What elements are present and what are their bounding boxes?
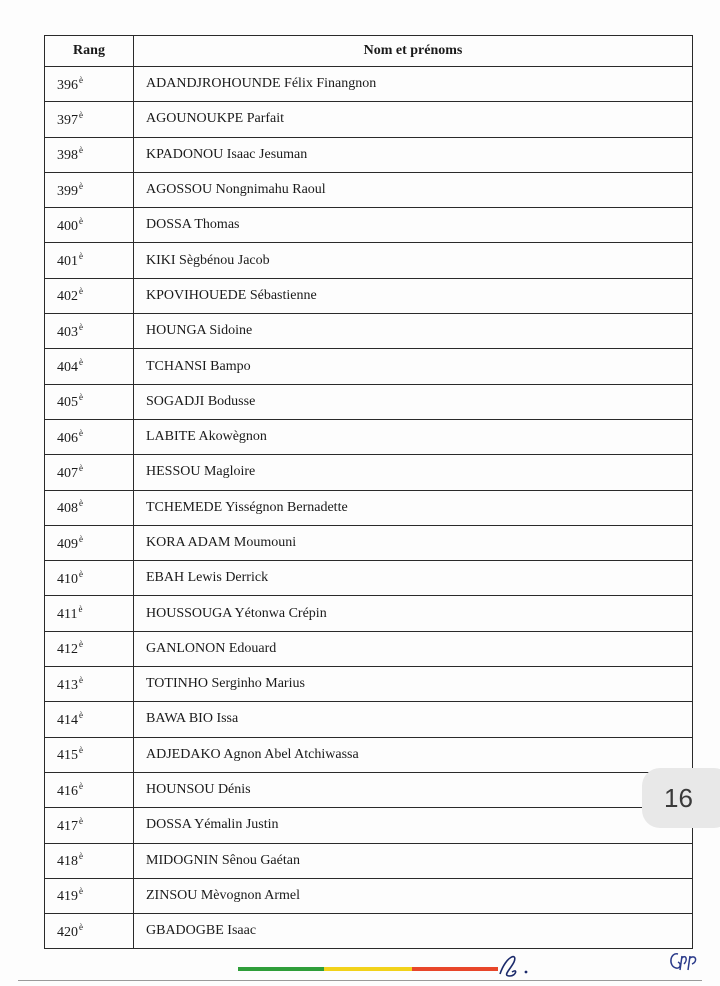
table-row — [45, 67, 693, 102]
rank-suffix: è — [79, 462, 83, 473]
rank-suffix: è — [79, 286, 83, 297]
rank-suffix: è — [79, 498, 83, 509]
table-row — [45, 561, 693, 596]
rank-cell — [45, 243, 134, 278]
rank-suffix: è — [78, 604, 83, 615]
name-cell: AGOUNOUKPE Parfait — [134, 102, 693, 137]
table-row — [45, 702, 693, 737]
flag-stripe-yellow — [324, 967, 412, 971]
name-cell: KORA ADAM Moumouni — [134, 525, 693, 560]
table-header-row — [45, 36, 693, 67]
rank-suffix: è — [79, 886, 83, 897]
table-row — [45, 808, 693, 843]
table-row — [45, 631, 693, 666]
table-row — [45, 419, 693, 454]
name-cell: DOSSA Thomas — [134, 208, 693, 243]
rank-cell — [45, 102, 134, 137]
rank-number: 414 — [57, 712, 78, 728]
name-cell: HOUNGA Sidoine — [134, 314, 693, 349]
rank-suffix: è — [79, 215, 83, 226]
name-cell: EBAH Lewis Derrick — [134, 561, 693, 596]
rank-cell — [45, 278, 134, 313]
rank-number: 420 — [57, 924, 78, 940]
ranking-table — [44, 35, 693, 949]
table-row — [45, 667, 693, 702]
table-row — [45, 490, 693, 525]
rank-cell — [45, 808, 134, 843]
name-cell: KIKI Sègbénou Jacob — [134, 243, 693, 278]
rank-cell — [45, 631, 134, 666]
table-row — [45, 737, 693, 772]
page-number: 16 — [664, 782, 693, 813]
rank-number: 400 — [57, 218, 78, 234]
rank-column-header: Rang — [45, 36, 134, 67]
rank-number: 418 — [57, 854, 78, 870]
name-cell: HOUSSOUGA Yétonwa Crépin — [134, 596, 693, 631]
table-row — [45, 243, 693, 278]
rank-cell — [45, 172, 134, 207]
name-cell: KPOVIHOUEDE Sébastienne — [134, 278, 693, 313]
rank-number: 415 — [57, 748, 78, 764]
flag-stripe-red — [412, 967, 498, 971]
name-cell: HOUNSOU Dénis — [134, 772, 693, 807]
rank-suffix: è — [79, 109, 83, 120]
rank-number: 403 — [57, 324, 78, 340]
table-row — [45, 137, 693, 172]
rank-cell — [45, 737, 134, 772]
rank-number: 411 — [57, 607, 78, 623]
table-row — [45, 384, 693, 419]
table-row — [45, 172, 693, 207]
rank-number: 401 — [57, 254, 78, 270]
rank-suffix: è — [79, 74, 83, 85]
rank-suffix: è — [79, 568, 83, 579]
rank-suffix: è — [79, 357, 83, 368]
rank-cell — [45, 878, 134, 913]
rank-suffix: è — [79, 639, 83, 650]
rank-number: 407 — [57, 465, 78, 481]
name-cell: AGOSSOU Nongnimahu Raoul — [134, 172, 693, 207]
rank-cell — [45, 702, 134, 737]
rank-number: 410 — [57, 571, 78, 587]
flag-stripe-green — [238, 967, 324, 971]
rank-suffix: è — [79, 851, 83, 862]
rank-suffix: è — [79, 427, 83, 438]
rank-cell — [45, 490, 134, 525]
footer-rule — [18, 980, 702, 981]
rank-number: 399 — [57, 183, 78, 199]
page-number-badge — [642, 768, 720, 828]
rank-cell — [45, 419, 134, 454]
rank-cell — [45, 455, 134, 490]
rank-cell — [45, 208, 134, 243]
rank-cell — [45, 843, 134, 878]
rank-suffix: è — [79, 709, 83, 720]
rank-number: 402 — [57, 289, 78, 305]
name-cell: TOTINHO Serginho Marius — [134, 667, 693, 702]
name-column-header: Nom et prénoms — [134, 36, 693, 67]
rank-suffix: è — [79, 921, 83, 932]
name-cell: GBADOGBE Isaac — [134, 914, 693, 949]
rank-suffix: è — [79, 180, 83, 191]
table-row — [45, 314, 693, 349]
rank-suffix: è — [79, 815, 83, 826]
rank-cell — [45, 914, 134, 949]
rank-suffix: è — [79, 533, 83, 544]
table-row — [45, 843, 693, 878]
rank-number: 409 — [57, 536, 78, 552]
rank-number: 413 — [57, 677, 78, 693]
table-row — [45, 772, 693, 807]
rank-number: 417 — [57, 818, 78, 834]
rank-suffix: è — [79, 321, 83, 332]
table-row — [45, 208, 693, 243]
table-row — [45, 596, 693, 631]
rank-suffix: è — [79, 145, 83, 156]
name-cell: DOSSA Yémalin Justin — [134, 808, 693, 843]
name-cell: HESSOU Magloire — [134, 455, 693, 490]
table-row — [45, 525, 693, 560]
rank-number: 419 — [57, 889, 78, 905]
initials-mark — [666, 948, 706, 976]
signature-mark — [496, 950, 546, 980]
name-cell: TCHEMEDE Yisségnon Bernadette — [134, 490, 693, 525]
name-cell: TCHANSI Bampo — [134, 349, 693, 384]
name-cell: ADANDJROHOUNDE Félix Finangnon — [134, 67, 693, 102]
name-cell: BAWA BIO Issa — [134, 702, 693, 737]
rank-cell — [45, 596, 134, 631]
table-row — [45, 349, 693, 384]
rank-number: 397 — [57, 112, 78, 128]
rank-cell — [45, 384, 134, 419]
rank-cell — [45, 349, 134, 384]
rank-cell — [45, 561, 134, 596]
rank-suffix: è — [79, 674, 83, 685]
rank-number: 396 — [57, 77, 78, 93]
rank-suffix: è — [79, 251, 83, 262]
name-cell: GANLONON Edouard — [134, 631, 693, 666]
rank-number: 412 — [57, 642, 78, 658]
rank-cell — [45, 525, 134, 560]
rank-number: 404 — [57, 360, 78, 376]
table-row — [45, 278, 693, 313]
rank-number: 405 — [57, 395, 78, 411]
rank-number: 406 — [57, 430, 78, 446]
rank-number: 398 — [57, 148, 78, 164]
table-row — [45, 102, 693, 137]
name-cell: SOGADJI Bodusse — [134, 384, 693, 419]
rank-suffix: è — [79, 745, 83, 756]
rank-number: 408 — [57, 501, 78, 517]
name-cell: LABITE Akowègnon — [134, 419, 693, 454]
rank-cell — [45, 137, 134, 172]
rank-cell — [45, 314, 134, 349]
rank-cell — [45, 67, 134, 102]
table-row — [45, 914, 693, 949]
rank-cell — [45, 772, 134, 807]
name-cell: KPADONOU Isaac Jesuman — [134, 137, 693, 172]
name-cell: MIDOGNIN Sênou Gaétan — [134, 843, 693, 878]
rank-number: 416 — [57, 783, 78, 799]
table-row — [45, 455, 693, 490]
rank-suffix: è — [79, 780, 83, 791]
table-row — [45, 878, 693, 913]
rank-suffix: è — [79, 392, 83, 403]
name-cell: ZINSOU Mèvognon Armel — [134, 878, 693, 913]
name-cell: ADJEDAKO Agnon Abel Atchiwassa — [134, 737, 693, 772]
rank-cell — [45, 667, 134, 702]
